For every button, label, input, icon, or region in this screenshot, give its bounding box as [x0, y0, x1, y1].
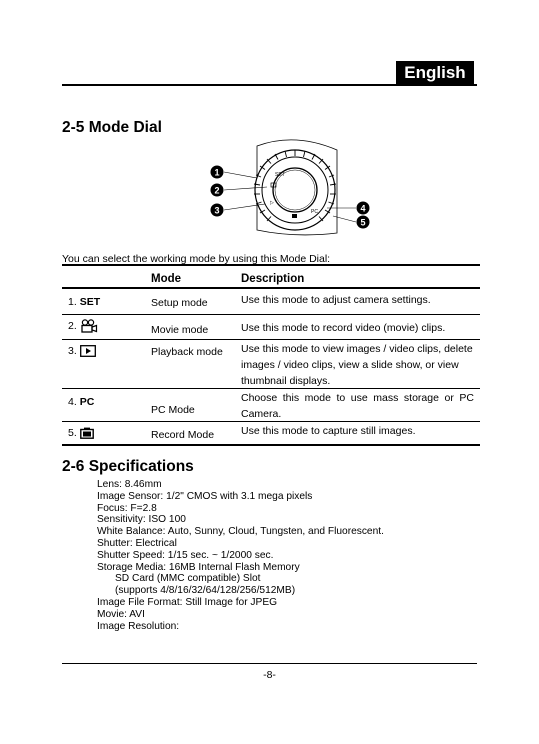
callout-4: 4 [360, 203, 366, 214]
language-tab: English [396, 61, 474, 84]
row-2-mode: Movie mode [151, 324, 209, 336]
svg-text:▷: ▷ [270, 200, 274, 206]
camera-icon [80, 427, 94, 439]
pc-label: PC [79, 396, 95, 408]
table-row [62, 389, 480, 422]
header-rule [62, 84, 477, 86]
row-4-desc: Choose this mode to use mass storage or PC Camera. [241, 392, 474, 420]
row-2-label: 2. [68, 318, 98, 334]
row-1-desc: Use this mode to adjust camera settings. [241, 294, 431, 306]
spec-line: Shutter Speed: 1/15 sec. ~ 1/2000 sec. [97, 549, 274, 561]
table-header-row [62, 264, 480, 289]
spec-line: Image File Format: Still Image for JPEG [97, 596, 278, 608]
spec-line: Image Sensor: 1/2" CMOS with 3.1 mega pixels [97, 490, 313, 502]
row-5-mode: Record Mode [151, 429, 215, 441]
row-3-mode: Playback mode [151, 346, 223, 358]
mode-dial-intro: You can select the working mode by using this Mode Dial: [62, 253, 331, 265]
row-2-desc: Use this mode to record video (movie) clips. [241, 322, 446, 334]
spec-line: Storage Media: 16MB Internal Flash Memory [97, 561, 300, 573]
row-1-label: 1. SET [68, 296, 101, 308]
row-3-label: 3. [68, 343, 96, 359]
callout-2: 2 [214, 185, 220, 196]
table-row [62, 289, 480, 315]
spec-line: (supports 4/8/16/32/64/128/256/512MB) [115, 585, 296, 597]
callout-5: 5 [360, 217, 366, 228]
row-4-mode: PC Mode [151, 404, 195, 416]
spec-line: Focus: F=2.8 [97, 502, 157, 514]
spec-line: Image Resolution: [97, 620, 180, 632]
svg-text:SET: SET [275, 172, 285, 178]
mode-table [62, 264, 480, 446]
table-row [62, 315, 480, 340]
table-row [62, 422, 480, 446]
spec-line: Shutter: Electrical [97, 537, 177, 549]
footer-rule [62, 663, 477, 664]
spec-line: Lens: 8.46mm [97, 479, 162, 490]
specifications-list [97, 479, 384, 632]
callout-3: 3 [214, 205, 220, 216]
mode-dial-illustration [205, 138, 381, 238]
set-label: SET [79, 296, 101, 308]
table-row [62, 340, 480, 389]
spec-line: Movie: AVI [97, 608, 145, 620]
spec-line: Sensitivity: ISO 100 [97, 514, 186, 526]
spec-line: White Balance: Auto, Sunny, Cloud, Tungsten, and Fluorescent. [97, 526, 384, 538]
section-title-mode-dial: 2-5 Mode Dial [62, 119, 162, 136]
page-number: -8- [263, 669, 276, 681]
header-description: Description [241, 273, 305, 285]
spec-line: SD Card (MMC compatible) Slot [115, 573, 261, 585]
callout-1: 1 [214, 167, 220, 178]
section-title-specifications: 2-6 Specifications [62, 458, 194, 475]
row-5-desc: Use this mode to capture still images. [241, 425, 416, 437]
row-5-label: 5. [68, 425, 94, 441]
svg-text:PC: PC [311, 209, 318, 215]
row-4-label: 4. PC [68, 396, 95, 408]
movie-icon [80, 319, 98, 333]
playback-icon [80, 345, 96, 357]
row-1-mode: Setup mode [151, 297, 208, 309]
row-3-desc: Use this mode to view images / video clips, delete images / video clips, view a slide show, or view thumbnail displays. [241, 343, 473, 387]
header-mode: Mode [151, 273, 182, 285]
